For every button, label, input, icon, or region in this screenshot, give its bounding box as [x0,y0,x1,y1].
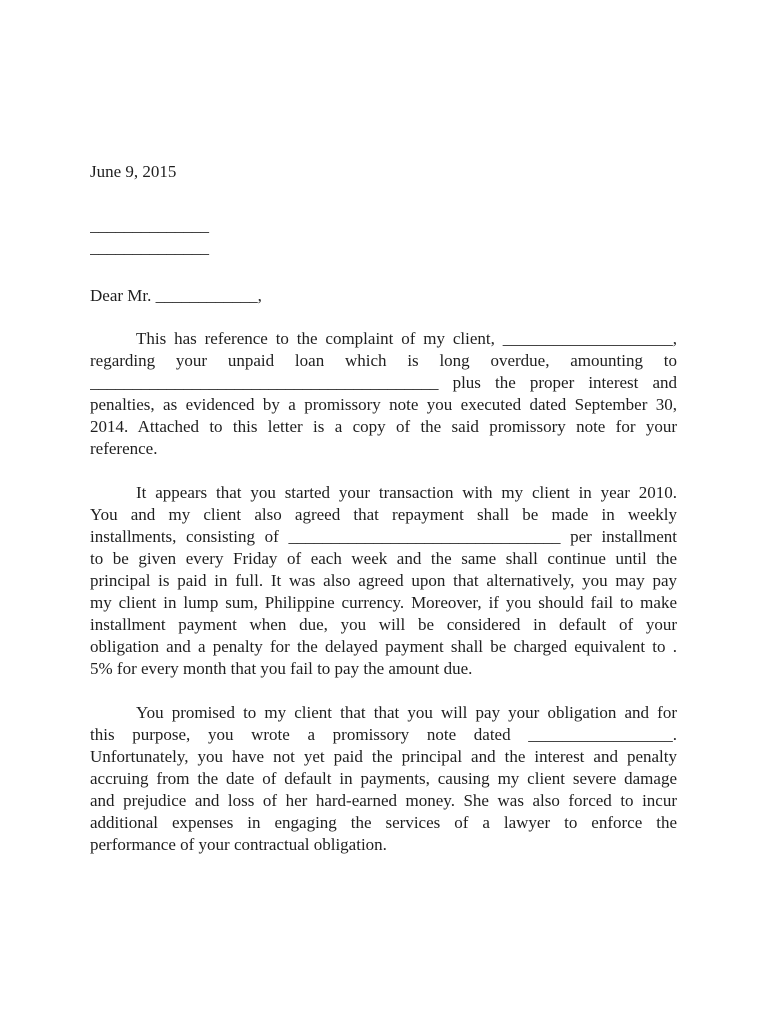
salutation-block [90,285,677,307]
addressee-blank-line: ______________ [90,238,209,257]
paragraph-line: Unfortunately, you have not yet paid the principal and the interest and penalty [90,747,677,766]
paragraph-line: _________________________________________ plus the proper interest and [90,373,677,392]
paragraph-1 [90,328,677,460]
salutation: Dear Mr. ____________, [90,286,262,305]
paragraph-line: 5% for every month that you fail to pay the amount due. [90,659,473,678]
paragraph-line: obligation and a penalty for the delayed payment shall be charged equivalent to . [90,637,677,656]
paragraph-line: You promised to my client that that you will pay your obligation and for [136,703,677,722]
paragraph-line: accruing from the date of default in payments, causing my client severe damage [90,769,677,788]
paragraph-line: reference. [90,439,158,458]
paragraph-line: my client in lump sum, Philippine currency. Moreover, if you should fail to make [90,593,677,612]
paragraph-line: penalties, as evidenced by a promissory note you executed dated September 30, [90,395,677,414]
paragraph-line: this purpose, you wrote a promissory note dated _________________. [90,725,677,744]
paragraph-line: You and my client also agreed that repayment shall be made in weekly [90,505,677,524]
paragraph-line: 2014. Attached to this letter is a copy of the said promissory note for your [90,417,677,436]
paragraph-line: and prejudice and loss of her hard-earned money. She was also forced to incur [90,791,677,810]
addressee-blank-line: ______________ [90,216,209,235]
letter-date: June 9, 2015 [90,162,177,181]
paragraph-line: regarding your unpaid loan which is long overdue, amounting to [90,351,677,370]
paragraph-2 [90,482,677,680]
paragraph-line: principal is paid in full. It was also agreed upon that alternatively, you may pay [90,571,677,590]
paragraph-line: to be given every Friday of each week and the same shall continue until the [90,549,677,568]
paragraph-line: performance of your contractual obligation. [90,835,387,854]
paragraph-line: installment payment when due, you will be considered in default of your [90,615,677,634]
paragraph-line: additional expenses in engaging the services of a lawyer to enforce the [90,813,677,832]
paragraph-line: This has reference to the complaint of my client, ____________________, [136,329,677,348]
paragraph-line: installments, consisting of ________________________________ per installment [90,527,677,546]
addressee-block [90,215,677,259]
letter-date-block [90,161,677,183]
paragraph-3 [90,702,677,856]
paragraph-line: It appears that you started your transaction with my client in year 2010. [136,483,677,502]
